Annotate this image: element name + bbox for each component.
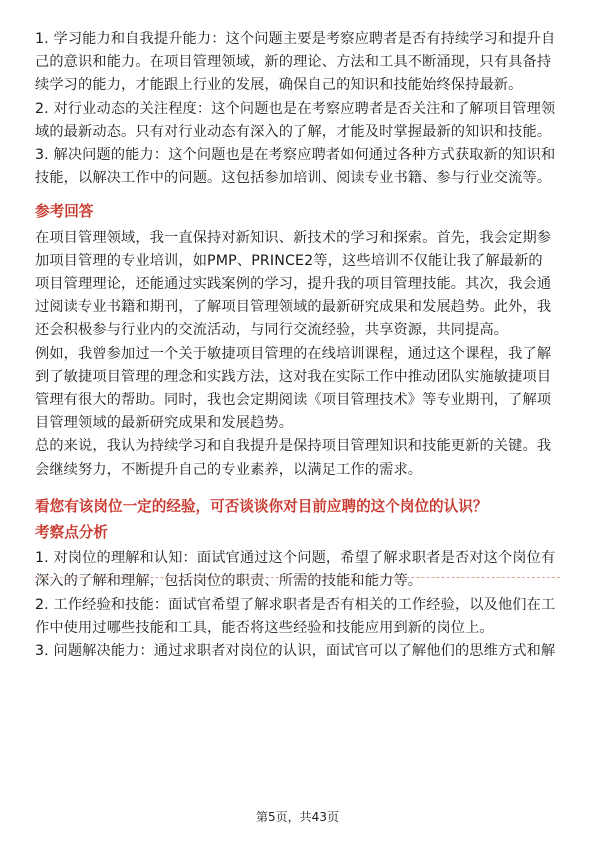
section-divider (35, 577, 560, 578)
text-line: 技能，以解决工作中的问题。这包括参加培训、阅读专业书籍、参与行业交流等。 (35, 170, 552, 187)
text-line: 还会积极参与行业内的交流活动，与同行交流经验，共享资源，共同提高。 (35, 322, 509, 339)
text-line: 目管理领域的最新研究成果和发展趋势。 (35, 415, 294, 432)
text-line: 1. 学习能力和自我提升能力：这个问题主要是考察应聘者是否有持续学习和提升自 (35, 31, 556, 47)
text-line: 过阅读专业书籍和期刊，了解项目管理领域的最新研究成果和发展趋势。此外，我 (35, 299, 552, 316)
text-line: 3. 解决问题的能力：这个问题也是在考察应聘者如何通过各种方式获取新的知识和 (35, 147, 556, 164)
text-line: 例如，我曾参加过一个关于敏捷项目管理的在线培训课程，通过这个课程，我了解 (35, 345, 552, 362)
interview-question: 看您有该岗位一定的经验，可否谈谈你对目前应聘的这个岗位的认识？ (35, 497, 488, 515)
text-line: 域的最新动态。只有对行业动态有深入的了解，才能及时掌握最新的知识和技能。 (35, 123, 552, 140)
text-line: 2. 对行业动态的关注程度：这个问题也是在考察应聘者是否关注和了解项目管理领 (35, 100, 556, 117)
text-line: 在项目管理领域，我一直保持对新知识、新技术的学习和探索。首先，我会定期参 (35, 229, 552, 246)
analysis-list (35, 547, 563, 663)
text-line: 到了敏捷项目管理的理念和实践方法，这对我在实际工作中推动团队实施敏捷项目 (35, 368, 552, 385)
analysis-heading: 考察点分析 (35, 524, 108, 542)
text-line: 总的来说，我认为持续学习和自我提升是保持项目管理知识和技能更新的关键。我 (35, 438, 552, 455)
reference-answer-heading: 参考回答 (35, 203, 94, 221)
reference-answer-paragraph-2 (35, 343, 563, 436)
text-line: 2. 工作经验和技能：面试官希望了解求职者是否有相关的工作经验，以及他们在工 (35, 596, 556, 613)
page-number: 第5页，共43页 (256, 810, 339, 824)
text-line: 会继续努力，不断提升自己的专业素养，以满足工作的需求。 (35, 461, 423, 478)
text-line: 续学习的能力，才能跟上行业的发展，确保自己的知识和技能始终保持最新。 (35, 77, 523, 94)
text-line: 3. 问题解决能力：通过求职者对岗位的认识，面试官可以了解他们的思维方式和解 (35, 643, 556, 660)
reference-answer-paragraph-1 (35, 227, 563, 343)
text-line: 项目管理理论，还能通过实践案例的学习，提升我的项目管理技能。其次，我会通 (35, 276, 552, 293)
reference-answer-paragraph-3 (35, 435, 563, 481)
text-line: 管理有很大的帮助。同时，我也会定期阅读《项目管理技术》等专业期刊，了解项 (35, 392, 552, 409)
document-page (35, 28, 563, 663)
text-line: 深入的了解和理解，包括岗位的职责、所需的技能和能力等。 (35, 573, 423, 590)
text-line: 1. 对岗位的理解和认知：面试官通过这个问题，希望了解求职者是否对这个岗位有 (35, 550, 556, 567)
assessment-points-list (35, 28, 563, 190)
text-line: 己的意识和能力。在项目管理领域，新的理论、方法和工具不断涌现，只有具备持 (35, 54, 552, 71)
text-line: 作中使用过哪些技能和工具，能否将这些经验和技能应用到新的岗位上。 (35, 619, 494, 636)
text-line: 加项目管理的专业培训，如PMP、PRINCE2等，这些培训不仅能让我了解最新的 (35, 252, 543, 269)
